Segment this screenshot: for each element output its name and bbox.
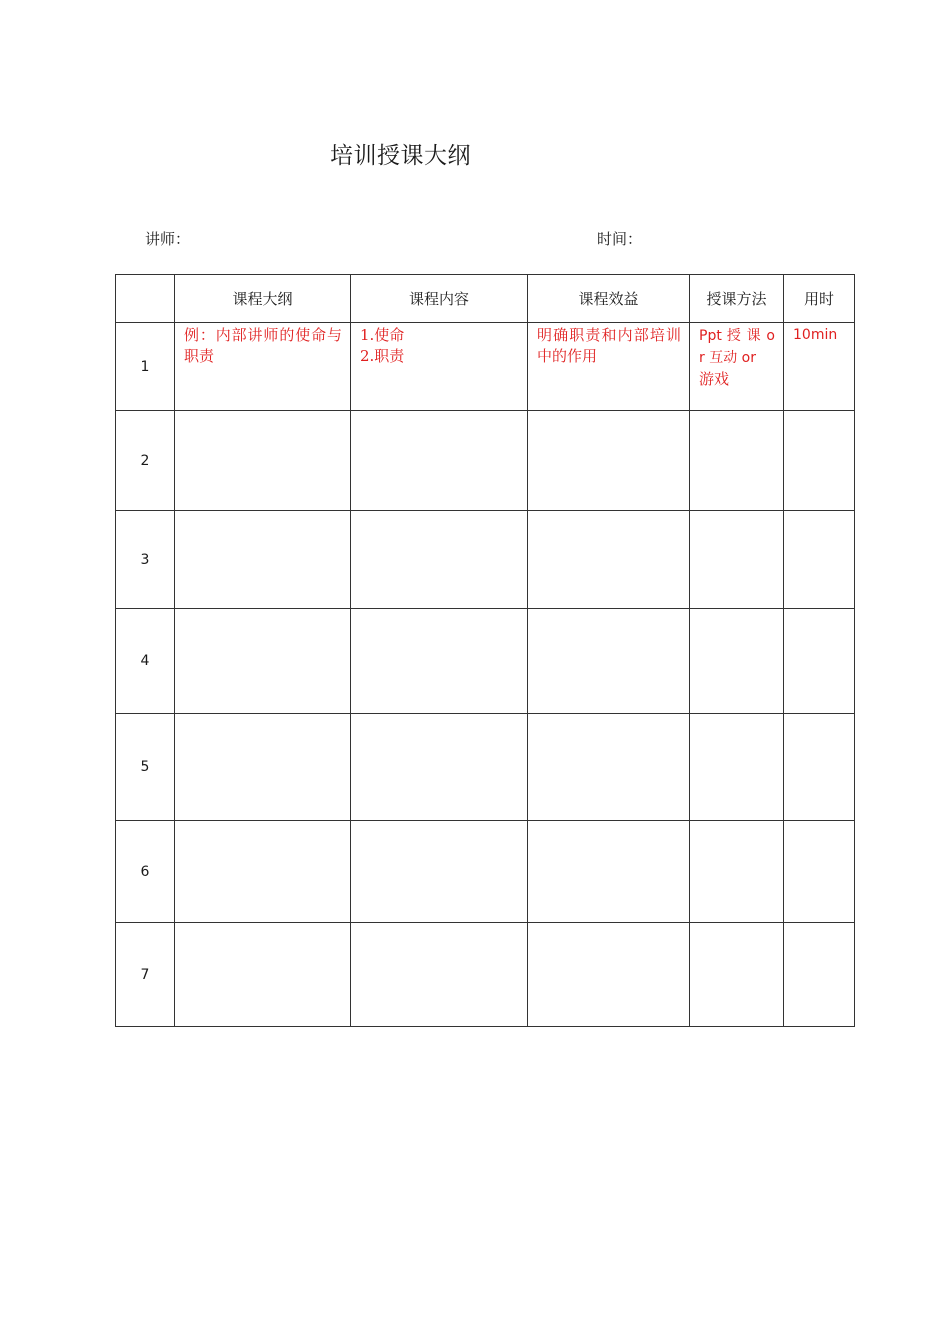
- row-number: 3: [116, 511, 175, 609]
- table-row: [116, 323, 855, 411]
- content-line-2: 2.职责: [360, 347, 405, 365]
- outline-cell[interactable]: [175, 821, 351, 923]
- page-title: 培训授课大纲: [330, 143, 471, 169]
- duration-cell[interactable]: [784, 821, 855, 923]
- table-row: [116, 714, 855, 821]
- method-text: Ppt 授 课 or 互动 or: [699, 328, 775, 366]
- row-number: 5: [116, 714, 175, 821]
- method-cell[interactable]: [690, 714, 784, 821]
- method-cell[interactable]: [690, 923, 784, 1027]
- header-duration: 用时: [784, 275, 855, 323]
- table-row: [116, 411, 855, 511]
- method-text-tail: 游戏: [699, 370, 730, 388]
- duration-cell[interactable]: [784, 511, 855, 609]
- method-cell[interactable]: [690, 411, 784, 511]
- header-outline: 课程大纲: [175, 275, 351, 323]
- outline-cell[interactable]: [175, 411, 351, 511]
- row-number: 7: [116, 923, 175, 1027]
- header-benefit: 课程效益: [528, 275, 690, 323]
- row-number: 4: [116, 609, 175, 714]
- method-cell[interactable]: [690, 511, 784, 609]
- row-number: 2: [116, 411, 175, 511]
- content-cell[interactable]: [351, 609, 528, 714]
- example-method[interactable]: [690, 323, 784, 411]
- duration-cell[interactable]: [784, 609, 855, 714]
- outline-cell[interactable]: [175, 511, 351, 609]
- method-cell[interactable]: [690, 821, 784, 923]
- row-number: 1: [116, 323, 175, 411]
- benefit-cell[interactable]: [528, 609, 690, 714]
- duration-cell[interactable]: [784, 411, 855, 511]
- row-number: 6: [116, 821, 175, 923]
- header-method: 授课方法: [690, 275, 784, 323]
- example-outline[interactable]: 例：内部讲师的使命与职责: [175, 323, 351, 411]
- header-row: [116, 275, 855, 323]
- content-cell[interactable]: [351, 821, 528, 923]
- course-outline-table: [115, 274, 855, 1027]
- benefit-cell[interactable]: [528, 714, 690, 821]
- example-duration[interactable]: 10min: [784, 323, 855, 411]
- time-label: 时间：: [597, 230, 643, 248]
- teacher-label: 讲师：: [145, 230, 191, 248]
- outline-cell[interactable]: [175, 609, 351, 714]
- content-cell[interactable]: [351, 511, 528, 609]
- example-benefit[interactable]: 明确职责和内部培训中的作用: [528, 323, 690, 411]
- benefit-cell[interactable]: [528, 511, 690, 609]
- header-content: 课程内容: [351, 275, 528, 323]
- content-line-1: 1.使命: [360, 326, 405, 344]
- content-cell[interactable]: [351, 923, 528, 1027]
- outline-cell[interactable]: [175, 714, 351, 821]
- example-content[interactable]: [351, 323, 528, 411]
- content-cell[interactable]: [351, 714, 528, 821]
- table-row: [116, 511, 855, 609]
- content-cell[interactable]: [351, 411, 528, 511]
- table-row: [116, 821, 855, 923]
- benefit-cell[interactable]: [528, 411, 690, 511]
- outline-cell[interactable]: [175, 923, 351, 1027]
- benefit-cell[interactable]: [528, 821, 690, 923]
- method-cell[interactable]: [690, 609, 784, 714]
- benefit-cell[interactable]: [528, 923, 690, 1027]
- header-number: [116, 275, 175, 323]
- duration-cell[interactable]: [784, 923, 855, 1027]
- table-row: [116, 923, 855, 1027]
- table-row: [116, 609, 855, 714]
- duration-cell[interactable]: [784, 714, 855, 821]
